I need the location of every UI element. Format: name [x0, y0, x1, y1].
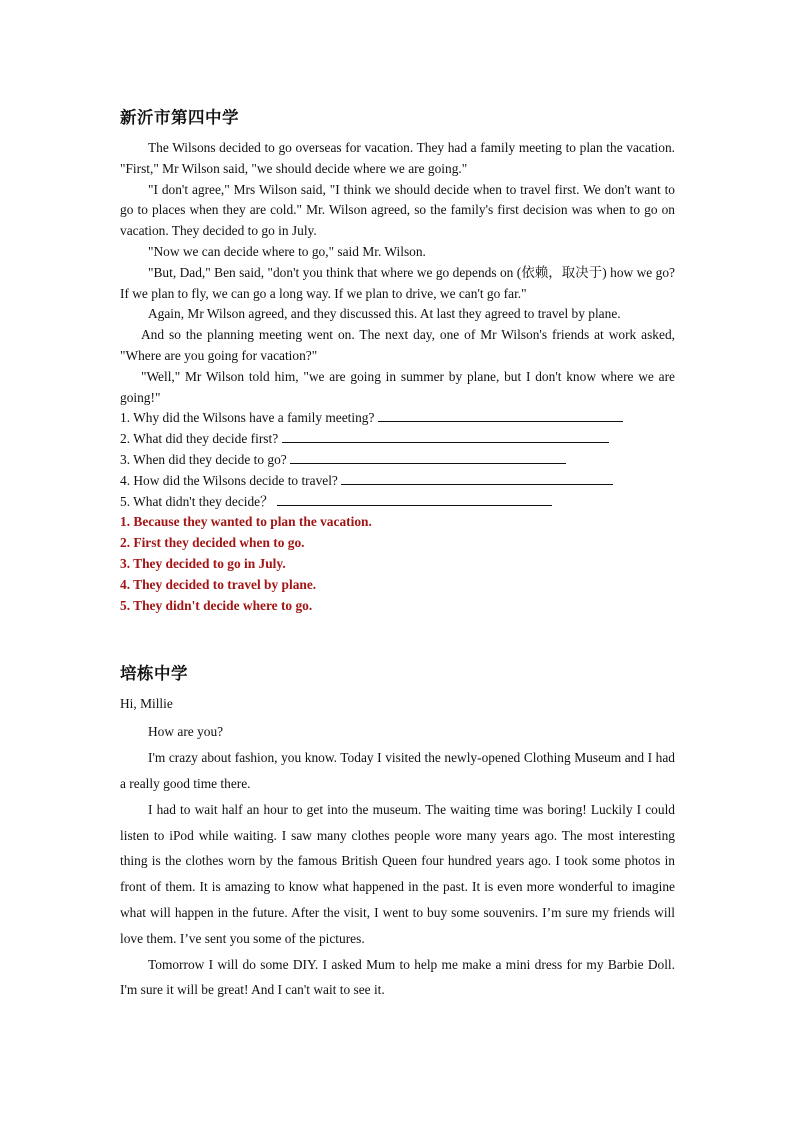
story-paragraph: The Wilsons decided to go overseas for vacation. They had a family meeting to plan the vacation. "First," Mr Wilson said, "we should decide where we are going.": [120, 140, 675, 176]
answer-blank[interactable]: [277, 492, 552, 506]
story-paragraph: "I don't agree," Mrs Wilson said, "I think we should decide when to travel first. We don't want to go to places when they are cold." Mr. Wilson agreed, so the family's first decision was when to go on vacation. They decided to go in July.: [120, 181, 675, 239]
story-paragraph: "Well," Mr Wilson told him, "we are going in summer by plane, but I don't know where we are going!": [120, 368, 675, 405]
question-text: 5. What didn't they decide？: [120, 493, 274, 509]
answer-line: 2. First they decided when to go.: [120, 535, 305, 551]
story-paragraph: "But, Dad," Ben said, "don't you think that where we go depends on (依赖，取决于) how we go? If we plan to fly, we can go a long way. If we plan to drive, we can't go far.": [120, 264, 675, 301]
question-item: [120, 471, 675, 492]
letter-paragraph: I had to wait half an hour to get into the museum. The waiting time was boring! Luckily I could listen to iPod while waiting. I saw many clothes people wore many years ago. The most interesting thing is the clothes worn by the famous British Queen four hundred years ago. I took some photos in front of them. It is amazing to know what happened in the past. It is even more wonderful to imagine what will happen in the future. After the visit, I went to buy some souvenirs. I’m sure my friends will love them. I’ve sent you some of the pictures.: [120, 801, 675, 946]
question-text: 4. How did the Wilsons decide to travel?: [120, 472, 338, 488]
letter-paragraph: I'm crazy about fashion, you know. Today I visited the newly-opened Clothing Museum and I had a really good time there.: [120, 750, 675, 791]
letter-greeting: Hi, Millie: [120, 696, 173, 712]
answer-blank[interactable]: [282, 429, 609, 443]
answer-blank[interactable]: [378, 408, 623, 422]
question-text: 1. Why did the Wilsons have a family meeting?: [120, 410, 375, 426]
question-text: 2. What did they decide first?: [120, 431, 279, 447]
answer-line: 5. They didn't decide where to go.: [120, 597, 313, 613]
answer-line: 4. They decided to travel by plane.: [120, 576, 317, 592]
answer-blank[interactable]: [290, 450, 566, 464]
section-title-peidong: 培栋中学: [120, 664, 188, 684]
question-item: [120, 492, 675, 513]
document-page: [120, 104, 675, 1003]
question-item: [120, 429, 675, 450]
answer-line: 3. They decided to go in July.: [120, 555, 286, 571]
section-title-xinyi: 新沂市第四中学: [120, 108, 239, 127]
story-paragraph: Again, Mr Wilson agreed, and they discussed this. At last they agreed to travel by plane.: [148, 306, 621, 322]
story-paragraph: And so the planning meeting went on. The next day, one of Mr Wilson's friends at work asked, "Where are you going for vacation?": [120, 327, 675, 363]
question-item: [120, 408, 675, 429]
answer-blank[interactable]: [341, 471, 613, 485]
letter-paragraph: Tomorrow I will do some DIY. I asked Mum to help me make a mini dress for my Barbie Doll. I'm sure it will be great! And I can't wait to see it.: [120, 956, 675, 998]
story-paragraph: "Now we can decide where to go," said Mr. Wilson.: [148, 243, 426, 259]
answer-line: 1. Because they wanted to plan the vacation.: [120, 514, 372, 530]
question-item: [120, 450, 675, 471]
question-text: 3. When did they decide to go?: [120, 451, 287, 467]
letter-paragraph: How are you?: [148, 724, 224, 740]
